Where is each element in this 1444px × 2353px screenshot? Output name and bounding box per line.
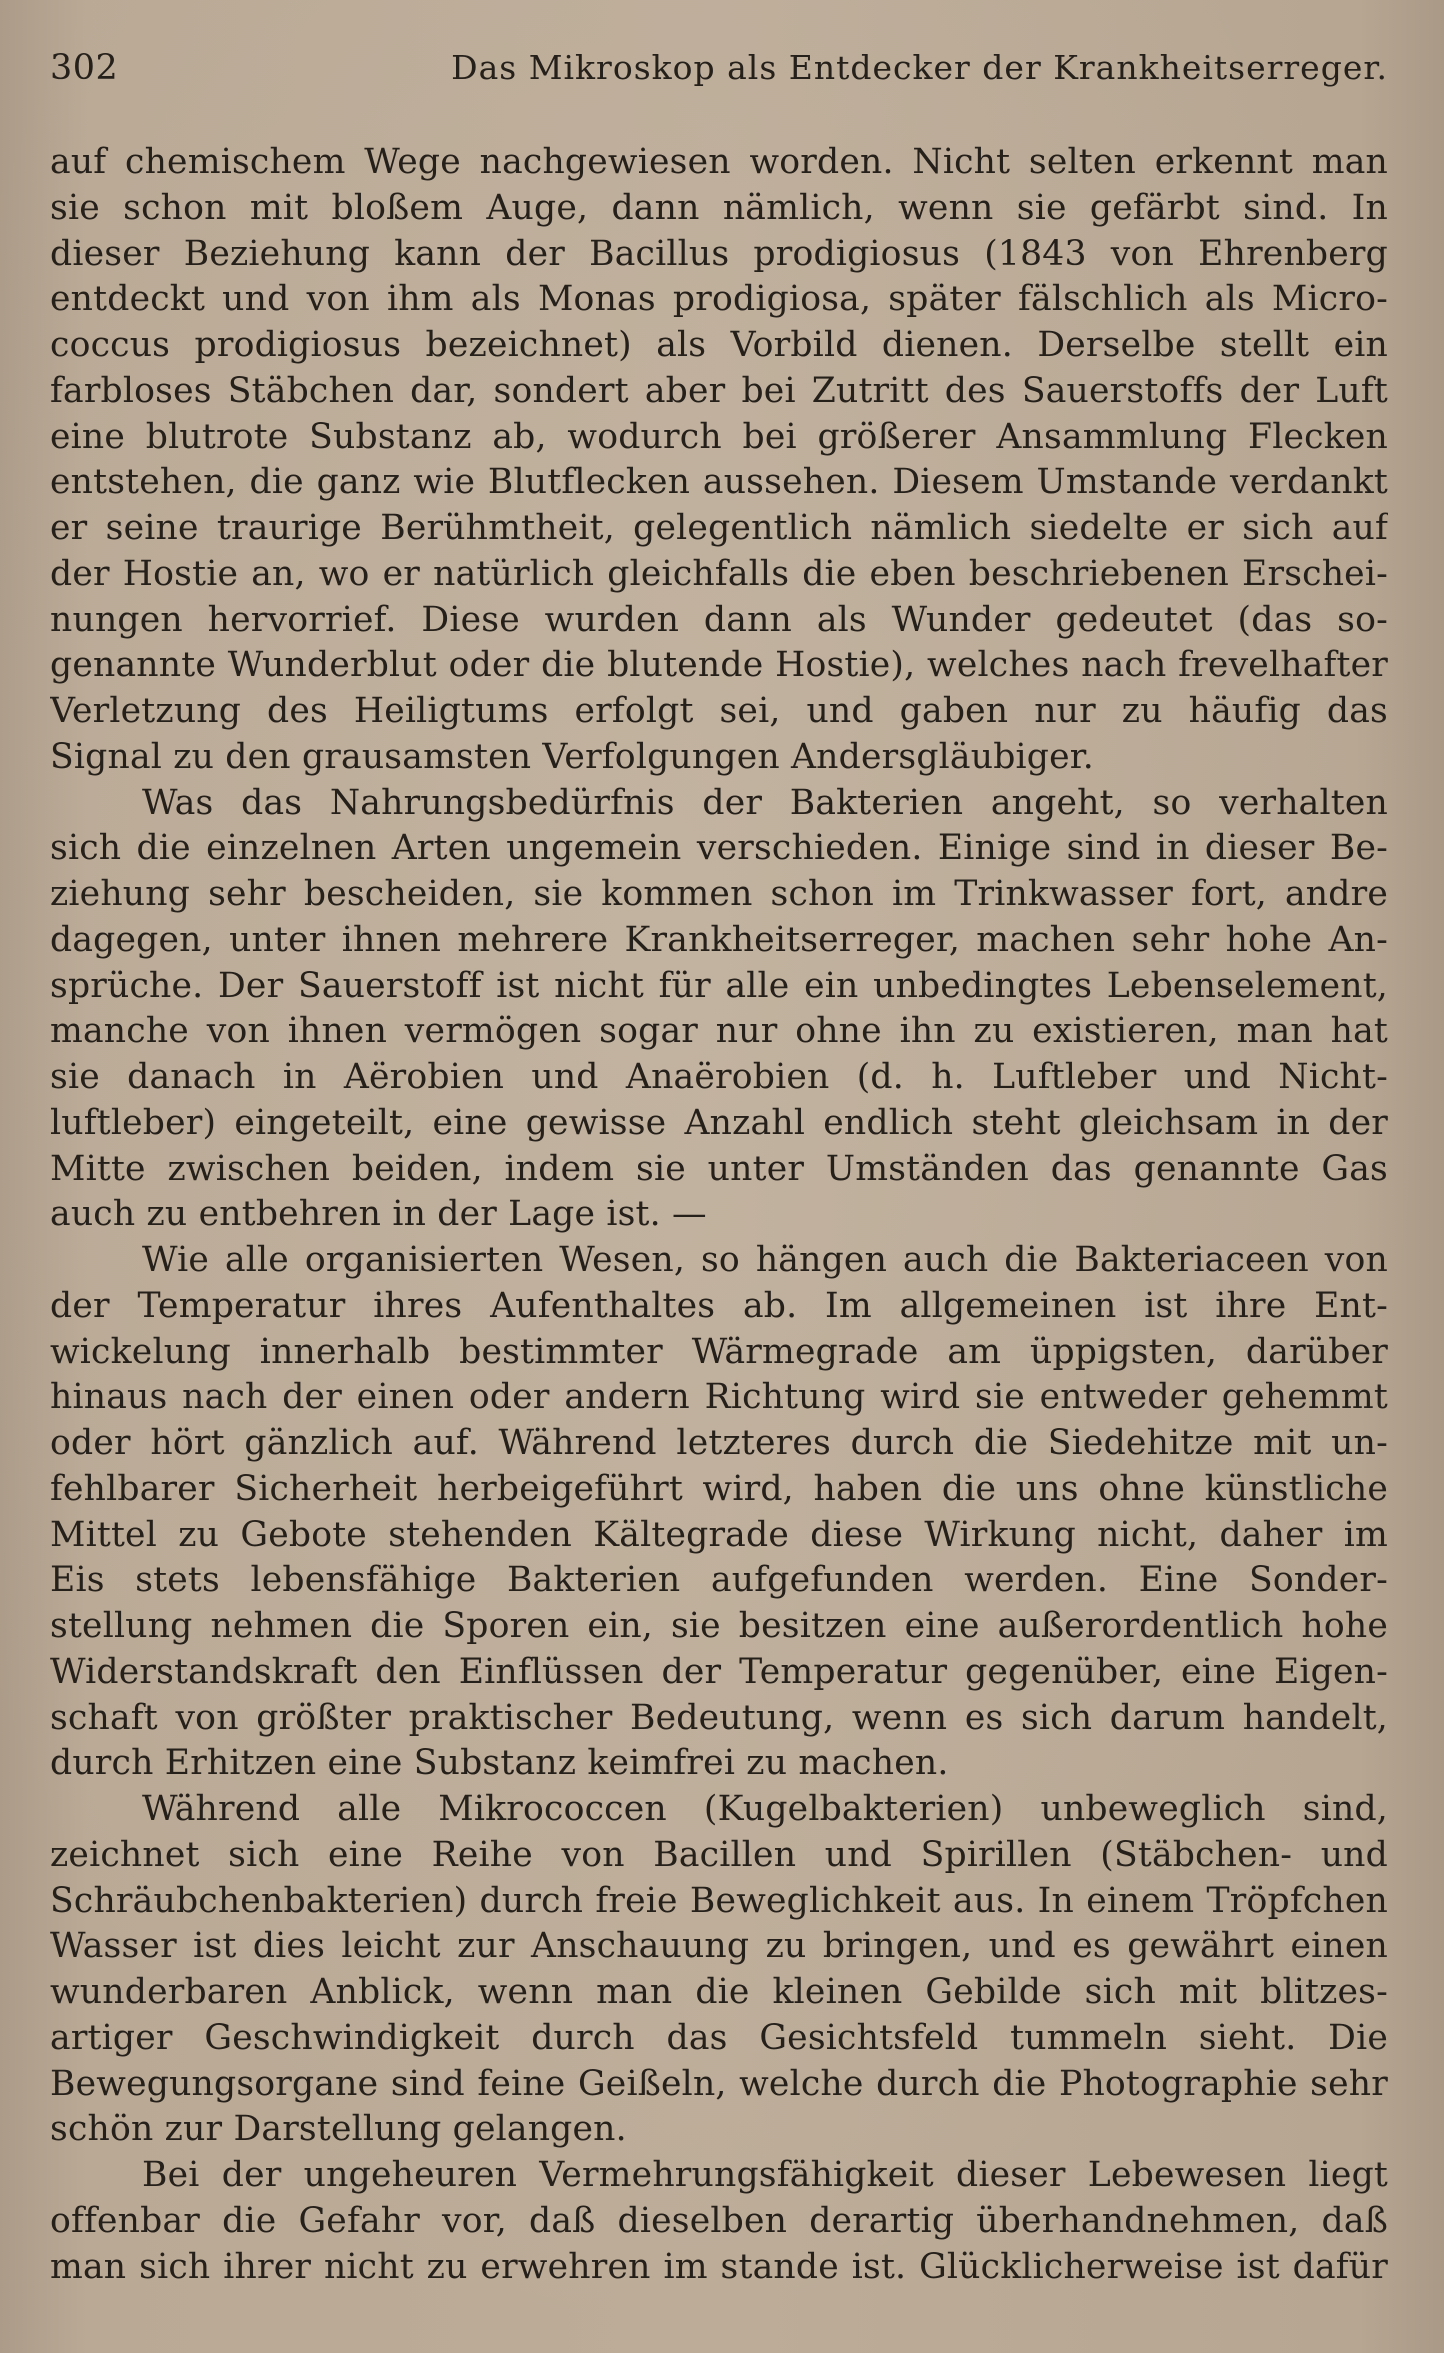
text-line: Schräubchenbakterien) durch freie Beweglichkeit aus. In einem Tröpfchen — [50, 1880, 1388, 1921]
running-title: Das Mikroskop als Entdecker der Krankheitserreger. — [451, 48, 1388, 87]
paragraph-2 — [50, 781, 1388, 1239]
text-line: sprüche. Der Sauerstoff ist nicht für alle ein unbedingtes Lebenselement, — [50, 965, 1388, 1006]
text-line: Bei der ungeheuren Vermehrungsfähigkeit dieser Lebewesen liegt — [142, 2155, 1388, 2195]
text-line: offenbar die Gefahr vor, daß dieselben derartig überhandnehmen, daß — [50, 2200, 1388, 2241]
text-line: schaft von größter praktischer Bedeutung, wenn es sich darum handelt, — [50, 1697, 1388, 1738]
text-line: fehlbarer Sicherheit herbeigeführt wird, haben die uns ohne künstliche — [50, 1468, 1388, 1509]
text-line: Verletzung des Heiligtums erfolgt sei, und gaben nur zu häufig das — [50, 691, 1388, 731]
text-line: Bewegungsorgane sind feine Geißeln, welche durch die Photographie sehr — [50, 2063, 1388, 2104]
paragraph-3 — [50, 1238, 1388, 1787]
paragraph-5 — [50, 2153, 1388, 2290]
text-line: ziehung sehr bescheiden, sie kommen schon im Trinkwasser fort, andre — [50, 874, 1388, 914]
text-line: hinaus nach der einen oder andern Richtung wird sie entweder gehemmt — [50, 1377, 1388, 1418]
text-line: Mitte zwischen beiden, indem sie unter Umständen das genannte Gas — [50, 1148, 1388, 1189]
text-line: schön zur Darstellung gelangen. — [50, 2109, 627, 2150]
text-line: wunderbaren Anblick, wenn man die kleinen Gebilde sich mit blitzes- — [50, 1972, 1388, 2012]
text-line: genannte Wunderblut oder die blutende Hostie), welches nach frevelhafter — [50, 645, 1388, 686]
text-line: dieser Beziehung kann der Bacillus prodigiosus (1843 von Ehrenberg — [50, 233, 1388, 274]
text-line: Eis stets lebensfähige Bakterien aufgefunden werden. Eine Sonder- — [50, 1560, 1388, 1601]
text-line: entstehen, die ganz wie Blutflecken aussehen. Diesem Umstande verdankt — [50, 462, 1388, 503]
text-line: eine blutrote Substanz ab, wodurch bei größerer Ansammlung Flecken — [50, 416, 1388, 457]
page-number: 302 — [50, 48, 119, 88]
text-line: Widerstandskraft den Einflüssen der Temperatur gegenüber, eine Eigen- — [50, 1651, 1388, 1692]
text-line: durch Erhitzen eine Substanz keimfrei zu machen. — [50, 1743, 949, 1784]
text-line: Wie alle organisierten Wesen, so hängen auch die Bakteriaceen von — [142, 1240, 1388, 1280]
text-line: Signal zu den grausamsten Verfolgungen Andersgläubiger. — [50, 736, 1094, 777]
text-line: der Temperatur ihres Aufenthaltes ab. Im allgemeinen ist ihre Ent- — [50, 1285, 1388, 1326]
text-line: sie schon mit bloßem Auge, dann nämlich, wenn sie gefärbt sind. In — [50, 187, 1388, 228]
text-line: der Hostie an, wo er natürlich gleichfalls die eben beschriebenen Erschei- — [50, 553, 1388, 594]
paragraph-4 — [50, 1787, 1388, 2153]
text-line: sich die einzelnen Arten ungemein verschieden. Einige sind in dieser Be- — [50, 828, 1388, 869]
text-line: Was das Nahrungsbedürfnis der Bakterien angeht, so verhalten — [142, 782, 1388, 823]
paragraph-1 — [50, 140, 1388, 781]
text-line: manche von ihnen vermögen sogar nur ohne ihn zu existieren, man hat — [50, 1011, 1388, 1052]
text-line: er seine traurige Berühmtheit, gelegentlich nämlich siedelte er sich auf — [50, 508, 1388, 548]
text-line: luftleber) eingeteilt, eine gewisse Anzahl endlich steht gleichsam in der — [50, 1102, 1388, 1143]
text-line: sie danach in Aërobien und Anaërobien (d. h. Luftleber und Nicht- — [50, 1057, 1388, 1097]
text-line: auch zu entbehren in der Lage ist. — — [50, 1194, 707, 1235]
text-line: stellung nehmen die Sporen ein, sie besitzen eine außerordentlich hohe — [50, 1606, 1388, 1646]
text-line: Wasser ist dies leicht zur Anschauung zu bringen, und es gewährt einen — [50, 1926, 1388, 1967]
text-line: man sich ihrer nicht zu erwehren im stande ist. Glücklicherweise ist dafür — [50, 2246, 1388, 2287]
text-line: zeichnet sich eine Reihe von Bacillen und Spirillen (Stäbchen- und — [50, 1834, 1388, 1875]
text-line: nungen hervorrief. Diese wurden dann als Wunder gedeutet (das so- — [50, 599, 1388, 640]
text-line: farbloses Stäbchen dar, sondert aber bei Zutritt des Sauerstoffs der Luft — [50, 370, 1388, 411]
text-line: coccus prodigiosus bezeichnet) als Vorbild dienen. Derselbe stellt ein — [50, 325, 1388, 365]
page-header — [50, 48, 1388, 104]
text-line: wickelung innerhalb bestimmter Wärmegrade am üppigsten, darüber — [50, 1331, 1388, 1372]
text-line: Während alle Mikrococcen (Kugelbakterien) unbeweglich sind, — [142, 1789, 1388, 1829]
text-line: entdeckt und von ihm als Monas prodigiosa, später fälschlich als Micro- — [50, 279, 1388, 320]
page-body — [50, 140, 1388, 2290]
text-line: dagegen, unter ihnen mehrere Krankheitserreger, machen sehr hohe An- — [50, 919, 1388, 960]
text-line: Mittel zu Gebote stehenden Kältegrade diese Wirkung nicht, daher im — [50, 1514, 1388, 1555]
text-line: auf chemischem Wege nachgewiesen worden. Nicht selten erkennt man — [50, 142, 1388, 182]
text-line: oder hört gänzlich auf. Während letzteres durch die Siedehitze mit un- — [50, 1423, 1388, 1463]
text-line: artiger Geschwindigkeit durch das Gesichtsfeld tummeln sieht. Die — [50, 2017, 1388, 2058]
